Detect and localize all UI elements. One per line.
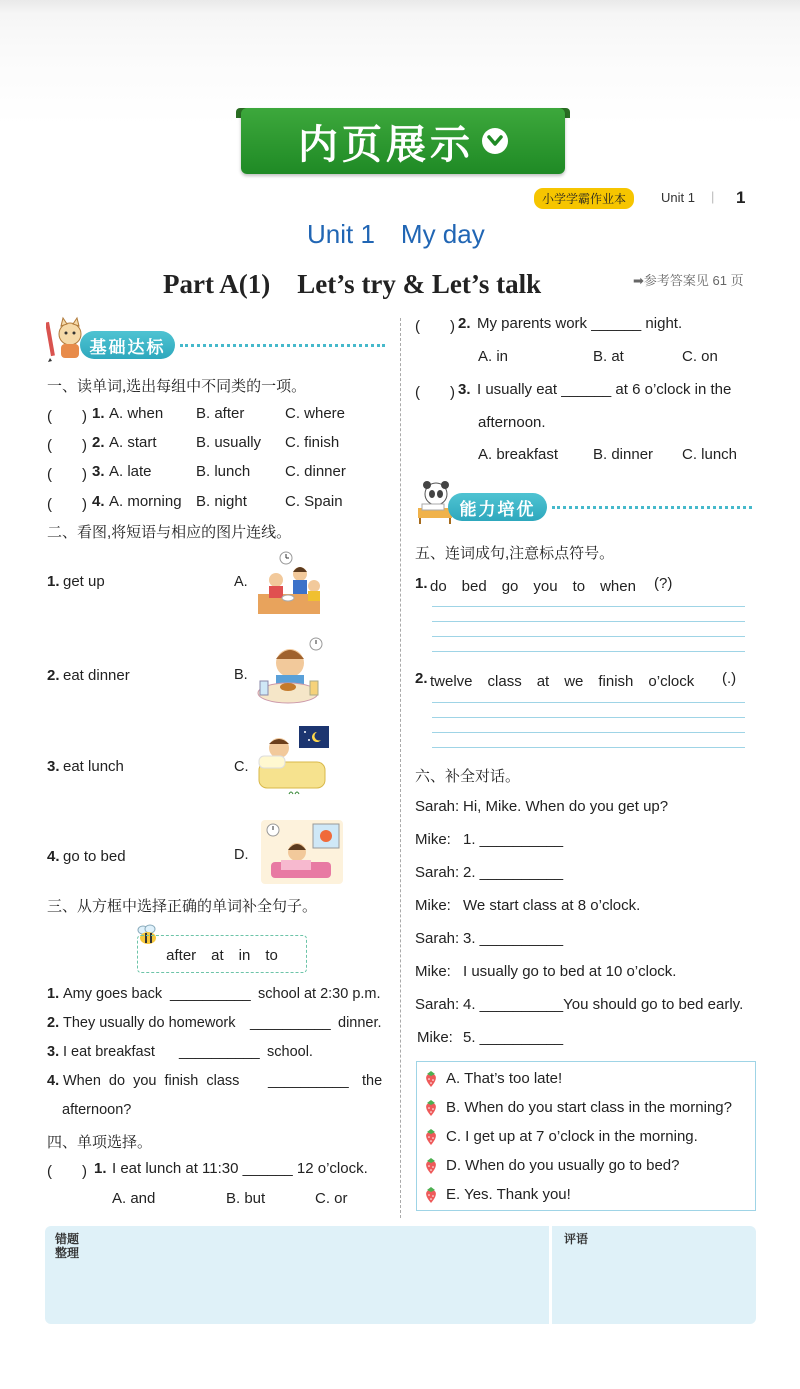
mistakes-label-line1: 错题: [55, 1232, 80, 1246]
item-number: 3.: [458, 381, 471, 398]
sentence-text: They usually do homework: [63, 1015, 236, 1031]
banner-title: 内页展示: [298, 121, 474, 168]
speaker: Mike:: [415, 897, 451, 914]
phrase-get-up: get up: [63, 573, 105, 590]
writing-line[interactable]: [432, 747, 745, 748]
q2-title: 二、看图,将短语与相应的图片连线。: [47, 524, 292, 541]
option-b: B. but: [226, 1190, 266, 1207]
item-number: 4.: [47, 1073, 60, 1089]
speaker: Sarah:: [415, 930, 460, 947]
answer-paren[interactable]: ( ): [47, 437, 87, 454]
speaker: Sarah:: [415, 798, 460, 815]
q1-title: 一、读单词,选出每组中不同类的一项。: [47, 378, 307, 395]
q5-title: 五、连词成句,注意标点符号。: [415, 545, 615, 562]
sentence-text: When do you finish class: [63, 1073, 240, 1089]
strawberry-icon: [423, 1100, 443, 1119]
dialogue-text: We start class at 8 o’clock.: [463, 897, 641, 914]
fill-blank[interactable]: __________: [250, 1015, 331, 1031]
dialogue-blank[interactable]: 2. __________: [463, 864, 564, 881]
q4-title: 四、单项选择。: [47, 1134, 153, 1151]
option-text: A. That’s too late!: [446, 1070, 563, 1087]
option-b: B. usually: [196, 434, 262, 451]
sentence-text: Amy goes back: [63, 986, 163, 1002]
option-text: B. When do you start class in the morning?: [446, 1099, 732, 1116]
answer-paren[interactable]: ( ): [47, 1163, 87, 1180]
dotted-rule: [552, 506, 752, 509]
scrambled-words: twelve class at we finish o’clock: [430, 673, 695, 690]
writing-line[interactable]: [432, 636, 745, 637]
page-banner: [241, 108, 565, 174]
writing-line[interactable]: [432, 717, 745, 718]
writing-line[interactable]: [432, 621, 745, 622]
answer-paren[interactable]: ( ): [47, 408, 87, 425]
phrase-eat-lunch: eat lunch: [63, 758, 124, 775]
answer-reference: ➡参考答案见 61 页: [633, 273, 744, 288]
speaker: Mike:: [415, 831, 451, 848]
option-a: A. late: [109, 463, 152, 480]
part-title: Part A(1) Let’s try & Let’s talk: [163, 269, 542, 299]
boy-eating-picture: [250, 635, 328, 711]
dialogue-blank[interactable]: 5. __________: [463, 1029, 564, 1046]
q6-title: 六、补全对话。: [415, 768, 521, 785]
speaker: Sarah:: [415, 996, 460, 1013]
option-text: E. Yes. Thank you!: [446, 1186, 571, 1203]
family-lunch-picture: [252, 550, 328, 622]
answer-paren[interactable]: ( ): [415, 384, 455, 401]
sentence-text: school at 2:30 p.m.: [258, 986, 381, 1002]
answer-paren[interactable]: ( ): [47, 496, 87, 513]
scrambled-words: do bed go you to when: [430, 578, 636, 595]
option-text: D. When do you usually go to bed?: [446, 1157, 680, 1174]
question-text: My parents work ______ night.: [477, 315, 683, 332]
item-number: 4.: [92, 493, 105, 510]
dialogue-text: Hi, Mike. When do you get up?: [463, 798, 669, 815]
option-a: A. start: [109, 434, 157, 451]
option-a: A. when: [109, 405, 164, 422]
speaker: Mike:: [417, 1029, 453, 1046]
speaker: Sarah:: [415, 864, 460, 881]
dotted-rule: [180, 344, 385, 347]
unit-title: Unit 1 My day: [307, 219, 485, 249]
writing-line[interactable]: [432, 732, 745, 733]
fill-blank[interactable]: __________: [179, 1044, 260, 1060]
mistakes-label: [55, 1232, 79, 1260]
option-b: B. lunch: [196, 463, 251, 480]
speaker: Mike:: [415, 963, 451, 980]
punctuation-hint: (?): [654, 575, 673, 592]
item-number: 4.: [47, 848, 60, 865]
option-c: C. lunch: [682, 446, 738, 463]
sentence-text: dinner.: [338, 1015, 382, 1031]
page-number: 1: [736, 188, 746, 207]
phrase-eat-dinner: eat dinner: [63, 667, 130, 684]
question-text: I eat lunch at 11:30 ______ 12 o’clock.: [112, 1160, 368, 1177]
header-separator: |: [711, 189, 715, 204]
phrase-go-to-bed: go to bed: [63, 848, 126, 865]
header-unit: Unit 1: [661, 190, 695, 205]
item-number: 1.: [92, 405, 105, 422]
sentence-text: school.: [267, 1044, 313, 1060]
girl-waking-picture: [261, 820, 343, 884]
item-number: 1.: [415, 575, 428, 592]
option-c: C. or: [315, 1190, 348, 1207]
item-number: 3.: [47, 758, 60, 775]
option-a: A. and: [112, 1190, 156, 1207]
item-number: 3.: [92, 463, 105, 480]
option-a: A. breakfast: [478, 446, 559, 463]
mistakes-label-line2: 整理: [55, 1246, 80, 1260]
column-divider: [400, 318, 401, 1218]
strawberry-icon: [423, 1187, 443, 1206]
q3-title: 三、从方框中选择正确的单词补全句子。: [47, 898, 318, 915]
option-b: B. night: [196, 493, 247, 510]
picture-letter: C.: [234, 759, 249, 775]
boy-in-bed-picture: [255, 722, 333, 800]
option-c: C. dinner: [285, 463, 346, 480]
writing-line[interactable]: [432, 606, 745, 607]
dialogue-text: I usually go to bed at 10 o’clock.: [463, 963, 677, 980]
dialogue-blank[interactable]: 1. __________: [463, 831, 564, 848]
option-b: B. after: [196, 405, 245, 422]
option-a: A. in: [478, 348, 509, 365]
answer-paren[interactable]: ( ): [415, 318, 455, 335]
answer-paren[interactable]: ( ): [47, 466, 87, 483]
sentence-text: the: [362, 1073, 383, 1089]
picture-letter: B.: [234, 667, 248, 683]
writing-line[interactable]: [432, 702, 745, 703]
item-number: 2.: [92, 434, 105, 451]
punctuation-hint: (.): [722, 670, 737, 687]
item-number: 2.: [47, 667, 60, 684]
item-number: 1.: [94, 1160, 107, 1177]
writing-line[interactable]: [432, 651, 745, 652]
option-b: B. dinner: [593, 446, 654, 463]
strawberry-icon: [423, 1129, 443, 1148]
dialogue-blank[interactable]: 4. __________You should go to bed early.: [463, 996, 744, 1013]
option-c: C. where: [285, 405, 346, 422]
fill-blank[interactable]: __________: [268, 1073, 349, 1089]
book-badge: 小学学霸作业本: [534, 188, 634, 209]
chevron-down-icon: [482, 128, 508, 154]
section-ability-pill: 能力培优: [448, 493, 547, 521]
option-a: A. morning: [109, 493, 182, 510]
strawberry-icon: [423, 1071, 443, 1090]
question-text: afternoon.: [478, 414, 546, 431]
fill-blank[interactable]: __________: [170, 986, 251, 1002]
picture-letter: A.: [234, 574, 248, 590]
item-number: 1.: [47, 573, 60, 590]
word-box: [137, 935, 307, 973]
option-c: C. Spain: [285, 493, 343, 510]
item-number: 1.: [47, 986, 60, 1002]
option-text: C. I get up at 7 o’clock in the morning.: [446, 1128, 698, 1145]
item-number: 2.: [458, 315, 471, 332]
picture-letter: D.: [234, 847, 249, 863]
option-c: C. finish: [285, 434, 340, 451]
comment-label: 评语: [564, 1232, 589, 1246]
item-number: 3.: [47, 1044, 60, 1060]
sentence-text: I eat breakfast: [63, 1044, 155, 1060]
strawberry-icon: [423, 1158, 443, 1177]
sentence-text: afternoon?: [62, 1102, 132, 1118]
notes-divider: [549, 1226, 552, 1324]
option-b: B. at: [593, 348, 624, 365]
section-basic-pill: 基础达标: [80, 331, 175, 359]
notes-box[interactable]: [45, 1226, 756, 1324]
item-number: 2.: [415, 670, 428, 687]
question-text: I usually eat ______ at 6 o’clock in the: [477, 381, 732, 398]
word-choices: after at in to: [166, 946, 278, 964]
option-c: C. on: [682, 348, 718, 365]
top-band: [0, 0, 800, 125]
item-number: 2.: [47, 1015, 60, 1031]
dialogue-blank[interactable]: 3. __________: [463, 930, 564, 947]
